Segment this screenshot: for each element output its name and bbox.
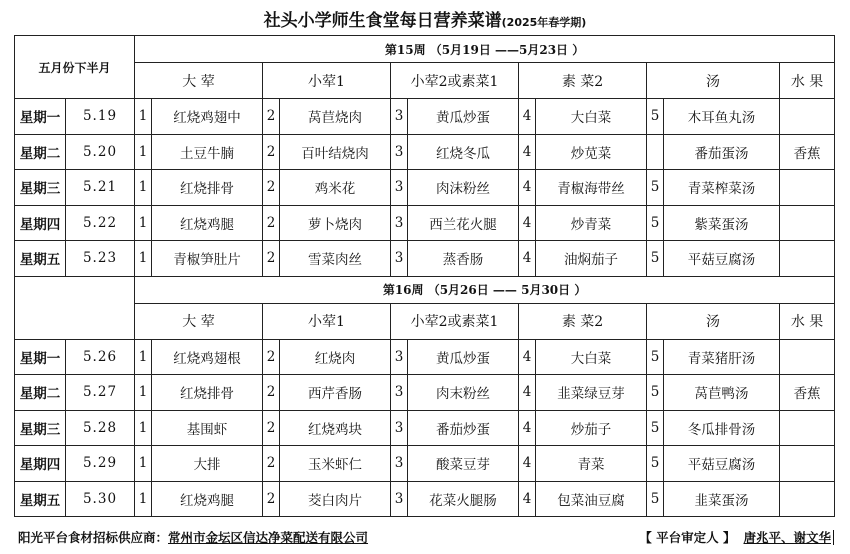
- fruit: [780, 410, 835, 446]
- header-fruit: 水 果: [780, 63, 835, 99]
- soup-dish: 木耳鱼丸汤: [664, 99, 780, 135]
- main-meat-dish: 红烧排骨: [152, 375, 263, 411]
- main-meat-dish: 红烧鸡腿: [152, 205, 263, 241]
- header-small-meat-1: 小荤1: [263, 303, 391, 339]
- small-meat-1-dish: 百叶结烧肉: [280, 134, 391, 170]
- dish-number: 5: [647, 339, 664, 375]
- header-soup: 汤: [647, 303, 780, 339]
- header-vegetable-2: 素 菜2: [519, 303, 647, 339]
- small-meat-2-dish: 肉沫粉丝: [408, 170, 519, 206]
- header-fruit: 水 果: [780, 303, 835, 339]
- fruit: [780, 205, 835, 241]
- dish-number: 4: [519, 241, 536, 277]
- soup-dish: 平菇豆腐汤: [664, 446, 780, 482]
- dish-number: 3: [391, 170, 408, 206]
- soup-dish: 番茄蛋汤: [664, 134, 780, 170]
- date: 5.27: [66, 375, 135, 411]
- fruit: 香蕉: [780, 375, 835, 411]
- header-small-meat-2: 小荤2或素菜1: [391, 63, 519, 99]
- menu-row: [15, 446, 835, 482]
- small-meat-1-dish: 雪菜肉丝: [280, 241, 391, 277]
- small-meat-1-dish: 莴苣烧肉: [280, 99, 391, 135]
- menu-row: [15, 375, 835, 411]
- main-meat-dish: 红烧鸡腿: [152, 481, 263, 517]
- menu-row: [15, 481, 835, 517]
- dish-number: [647, 134, 664, 170]
- fruit: [780, 99, 835, 135]
- vegetable-2-dish: 韭菜绿豆芽: [536, 375, 647, 411]
- dish-number: 4: [519, 375, 536, 411]
- reviewer-names: 唐兆平、谢文华: [735, 530, 834, 545]
- dish-number: 1: [135, 241, 152, 277]
- soup-dish: 青菜猪肝汤: [664, 339, 780, 375]
- small-meat-2-dish: 红烧冬瓜: [408, 134, 519, 170]
- reviewer-info: [639, 528, 834, 546]
- small-meat-1-dish: 玉米虾仁: [280, 446, 391, 482]
- soup-dish: 青菜榨菜汤: [664, 170, 780, 206]
- dish-number: 2: [263, 375, 280, 411]
- week-header-row: [15, 36, 835, 63]
- main-meat-dish: 红烧鸡翅中: [152, 99, 263, 135]
- dish-number: 5: [647, 375, 664, 411]
- reviewer-label: 【 平台审定人 】: [639, 530, 736, 545]
- fruit: [780, 339, 835, 375]
- header-soup: 汤: [647, 63, 780, 99]
- main-meat-dish: 基围虾: [152, 410, 263, 446]
- dish-number: 5: [647, 170, 664, 206]
- dish-number: 3: [391, 339, 408, 375]
- dish-number: 1: [135, 375, 152, 411]
- small-meat-1-dish: 茭白肉片: [280, 481, 391, 517]
- dish-number: 4: [519, 481, 536, 517]
- header-main-meat: 大 荤: [135, 63, 263, 99]
- fruit: [780, 170, 835, 206]
- vegetable-2-dish: 炒苋菜: [536, 134, 647, 170]
- menu-row: [15, 241, 835, 277]
- dish-number: 3: [391, 446, 408, 482]
- main-meat-dish: 土豆牛腩: [152, 134, 263, 170]
- small-meat-1-dish: 红烧鸡块: [280, 410, 391, 446]
- day-name: 星期三: [15, 170, 66, 206]
- day-name: 星期三: [15, 410, 66, 446]
- small-meat-2-dish: 黄瓜炒蛋: [408, 99, 519, 135]
- dish-number: 3: [391, 134, 408, 170]
- vegetable-2-dish: 包菜油豆腐: [536, 481, 647, 517]
- date: 5.20: [66, 134, 135, 170]
- fruit: [780, 481, 835, 517]
- fruit: [780, 241, 835, 277]
- date: 5.28: [66, 410, 135, 446]
- date: 5.21: [66, 170, 135, 206]
- small-meat-2-dish: 肉末粉丝: [408, 375, 519, 411]
- small-meat-2-dish: 花菜火腿肠: [408, 481, 519, 517]
- soup-dish: 韭菜蛋汤: [664, 481, 780, 517]
- dish-number: 5: [647, 446, 664, 482]
- footer: [14, 528, 834, 546]
- dish-number: 4: [519, 170, 536, 206]
- supplier-label: 阳光平台食材招标供应商：: [18, 530, 169, 545]
- dish-number: 5: [647, 205, 664, 241]
- dish-number: 3: [391, 99, 408, 135]
- column-header-row: [15, 63, 835, 99]
- fruit: [780, 446, 835, 482]
- main-meat-dish: 大排: [152, 446, 263, 482]
- date: 5.22: [66, 205, 135, 241]
- small-meat-1-dish: 鸡米花: [280, 170, 391, 206]
- day-name: 星期四: [15, 446, 66, 482]
- dish-number: 4: [519, 339, 536, 375]
- dish-number: 3: [391, 205, 408, 241]
- dish-number: 5: [647, 99, 664, 135]
- vegetable-2-dish: 炒茄子: [536, 410, 647, 446]
- dish-number: 1: [135, 481, 152, 517]
- menu-row: [15, 205, 835, 241]
- supplier-info: [18, 528, 368, 546]
- day-name: 星期一: [15, 339, 66, 375]
- small-meat-2-dish: 西兰花火腿: [408, 205, 519, 241]
- main-meat-dish: 红烧鸡翅根: [152, 339, 263, 375]
- vegetable-2-dish: 大白菜: [536, 99, 647, 135]
- menu-row: [15, 339, 835, 375]
- day-name: 星期四: [15, 205, 66, 241]
- date: 5.29: [66, 446, 135, 482]
- title-subtitle: (2025年春学期): [501, 16, 587, 29]
- page-title: [0, 6, 850, 31]
- dish-number: 2: [263, 446, 280, 482]
- small-meat-1-dish: 西芹香肠: [280, 375, 391, 411]
- header-vegetable-2: 素 菜2: [519, 63, 647, 99]
- small-meat-1-dish: 萝卜烧肉: [280, 205, 391, 241]
- date: 5.23: [66, 241, 135, 277]
- menu-body: [15, 36, 835, 517]
- vegetable-2-dish: 青菜: [536, 446, 647, 482]
- dish-number: 5: [647, 410, 664, 446]
- dish-number: 1: [135, 99, 152, 135]
- dish-number: 1: [135, 170, 152, 206]
- menu-row: [15, 134, 835, 170]
- vegetable-2-dish: 炒青菜: [536, 205, 647, 241]
- menu-row: [15, 99, 835, 135]
- small-meat-1-dish: 红烧肉: [280, 339, 391, 375]
- dish-number: 5: [647, 241, 664, 277]
- day-name: 星期一: [15, 99, 66, 135]
- header-small-meat-1: 小荤1: [263, 63, 391, 99]
- dish-number: 4: [519, 410, 536, 446]
- dish-number: 2: [263, 205, 280, 241]
- header-small-meat-2: 小荤2或素菜1: [391, 303, 519, 339]
- main-meat-dish: 青椒笋肚片: [152, 241, 263, 277]
- dish-number: 3: [391, 241, 408, 277]
- date: 5.30: [66, 481, 135, 517]
- dish-number: 2: [263, 410, 280, 446]
- dish-number: 4: [519, 99, 536, 135]
- date: 5.19: [66, 99, 135, 135]
- column-header-row: [15, 303, 835, 339]
- dish-number: 2: [263, 170, 280, 206]
- soup-dish: 莴苣鸭汤: [664, 375, 780, 411]
- title-text: 社头小学师生食堂每日营养菜谱: [263, 11, 502, 31]
- blank-cell: [15, 276, 135, 339]
- date: 5.26: [66, 339, 135, 375]
- week-label: 第15周 （5月19日 ——5月23日 ）: [135, 36, 835, 63]
- week-header-row: [15, 276, 835, 303]
- dish-number: 5: [647, 481, 664, 517]
- menu-table: [14, 35, 835, 517]
- period-label: 五月份下半月: [15, 36, 135, 99]
- dish-number: 3: [391, 375, 408, 411]
- dish-number: 2: [263, 241, 280, 277]
- dish-number: 1: [135, 205, 152, 241]
- dish-number: 1: [135, 134, 152, 170]
- soup-dish: 紫菜蛋汤: [664, 205, 780, 241]
- small-meat-2-dish: 黄瓜炒蛋: [408, 339, 519, 375]
- supplier-name: 常州市金坛区信达净菜配送有限公司: [168, 530, 369, 545]
- dish-number: 3: [391, 410, 408, 446]
- day-name: 星期二: [15, 375, 66, 411]
- small-meat-2-dish: 蒸香肠: [408, 241, 519, 277]
- soup-dish: 冬瓜排骨汤: [664, 410, 780, 446]
- dish-number: 2: [263, 134, 280, 170]
- dish-number: 4: [519, 134, 536, 170]
- fruit: 香蕉: [780, 134, 835, 170]
- dish-number: 2: [263, 339, 280, 375]
- dish-number: 1: [135, 410, 152, 446]
- dish-number: 2: [263, 481, 280, 517]
- dish-number: 1: [135, 446, 152, 482]
- dish-number: 2: [263, 99, 280, 135]
- vegetable-2-dish: 青椒海带丝: [536, 170, 647, 206]
- small-meat-2-dish: 酸菜豆芽: [408, 446, 519, 482]
- vegetable-2-dish: 油焖茄子: [536, 241, 647, 277]
- menu-row: [15, 170, 835, 206]
- vegetable-2-dish: 大白菜: [536, 339, 647, 375]
- small-meat-2-dish: 番茄炒蛋: [408, 410, 519, 446]
- day-name: 星期五: [15, 481, 66, 517]
- soup-dish: 平菇豆腐汤: [664, 241, 780, 277]
- dish-number: 1: [135, 339, 152, 375]
- header-main-meat: 大 荤: [135, 303, 263, 339]
- dish-number: 4: [519, 446, 536, 482]
- menu-row: [15, 410, 835, 446]
- day-name: 星期五: [15, 241, 66, 277]
- dish-number: 4: [519, 205, 536, 241]
- dish-number: 3: [391, 481, 408, 517]
- main-meat-dish: 红烧排骨: [152, 170, 263, 206]
- week-label: 第16周 （5月26日 —— 5月30日 ）: [135, 276, 835, 303]
- day-name: 星期二: [15, 134, 66, 170]
